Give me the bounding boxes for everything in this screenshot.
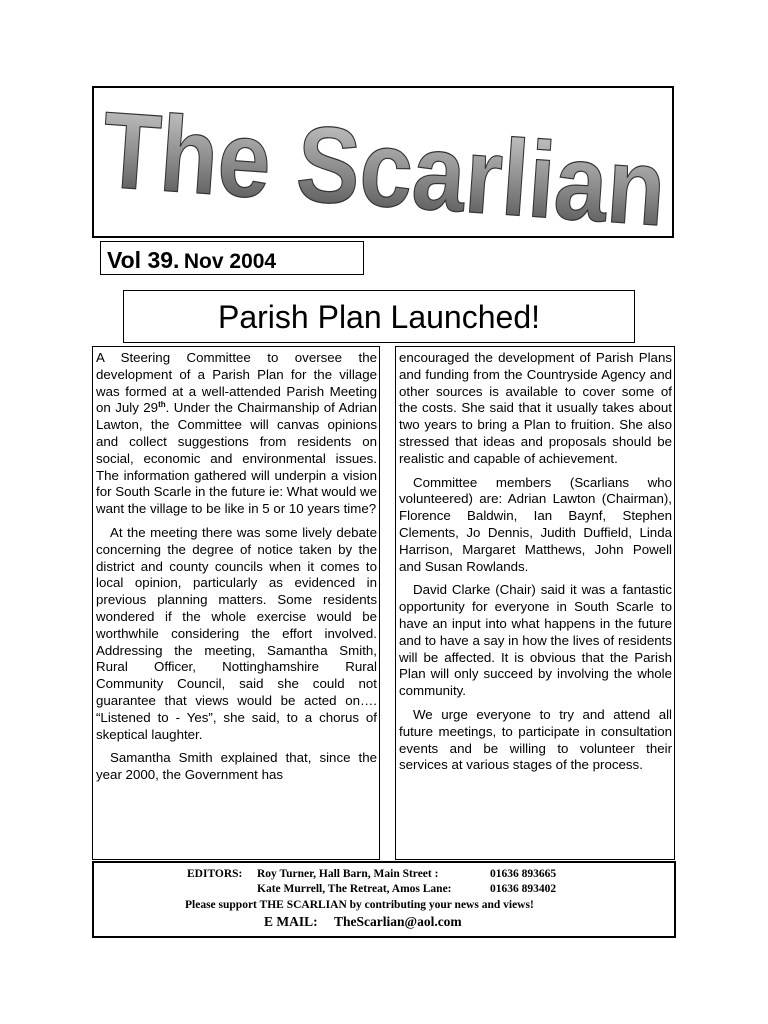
masthead bbox=[92, 86, 748, 254]
article-column-right bbox=[395, 346, 675, 860]
masthead-title: The Scarlian bbox=[98, 88, 748, 254]
article-paragraph: David Clarke (Chair) said it was a fantastic opportunity for everyone in South Scarle to have an input into what happens in the future and to have a say in how the lives of residents will be affected. It is obvious that the Parish Plan will only succeed by involving the whole community. bbox=[399, 582, 672, 699]
paragraph-text: A Steering Committee to oversee the development of a Parish Plan for the village was formed at a well-attended Parish Meeting on July 29 bbox=[96, 350, 377, 416]
headline: Parish Plan Launched! bbox=[123, 290, 635, 343]
article-paragraph bbox=[96, 350, 377, 518]
email-label: E MAIL: bbox=[264, 914, 318, 929]
editor-2-address: Kate Murrell, The Retreat, Amos Lane: bbox=[257, 883, 452, 895]
email-address[interactable]: TheScarlian@aol.com bbox=[334, 914, 462, 929]
paragraph-text: . Under the Chairmanship of Adrian Lawton, the Committee will canvas opinions and collect suggestions from residents on social, economic and environmental issues. The information gathered will underpin a vision for South Scarle in the future ie: What would we want the village to be like in 5 or 10 years time? bbox=[96, 400, 377, 517]
article-column-left bbox=[92, 346, 380, 860]
editors-label: EDITORS: bbox=[187, 868, 243, 880]
ordinal-suffix: th bbox=[158, 400, 166, 410]
issue-date: Nov 2004 bbox=[183, 250, 277, 273]
article-paragraph: Committee members (Scarlians who volunteered) are: Adrian Lawton (Chairman), Florence Baldwin, Ian Baynf, Stephen Clements, Jo Dennis, Judith Duffield, Linda Harrison, Margaret Matthews, John Powell and Susan Rowlands. bbox=[399, 474, 672, 574]
article-paragraph: We urge everyone to try and attend all future meetings, to participate in consultation events and be willing to volunteer their services at various stages of the process. bbox=[399, 706, 672, 773]
editor-1-phone: 01636 893665 bbox=[490, 868, 557, 880]
support-message: Please support THE SCARLIAN by contributing your news and views! bbox=[185, 899, 534, 911]
issue-box bbox=[100, 241, 364, 275]
editors-footer bbox=[92, 861, 676, 938]
masthead-title-art bbox=[94, 88, 748, 254]
article-paragraph: At the meeting there was some lively debate concerning the degree of notice taken by the district and county councils when it comes to local opinion, particularly as evidenced in previous planning matters. Some residents wondered if the whole exercise would be worthwhile considering the effort involved. Addressing the meeting, Samantha Smith, Rural Officer, Nottinghamshire Rural Community Council, said she could not guarantee that views would be acted on…. “Listened to - Yes”, she said, to a chorus of skeptical laughter. bbox=[96, 524, 377, 742]
editor-2-phone: 01636 893402 bbox=[490, 883, 557, 895]
issue-volume: Vol 39. bbox=[107, 247, 180, 273]
article-paragraph: encouraged the development of Parish Plans and funding from the Countryside Agency and other sources is available to cover some of the costs. She said that it usually takes about two years to bring a Plan to fruition. She also stressed that ideas and proposals should be realistic and capable of achievement. bbox=[399, 350, 672, 466]
article-paragraph: Samantha Smith explained that, since the year 2000, the Government has bbox=[96, 750, 377, 783]
editor-1-address: Roy Turner, Hall Barn, Main Street : bbox=[257, 868, 439, 880]
